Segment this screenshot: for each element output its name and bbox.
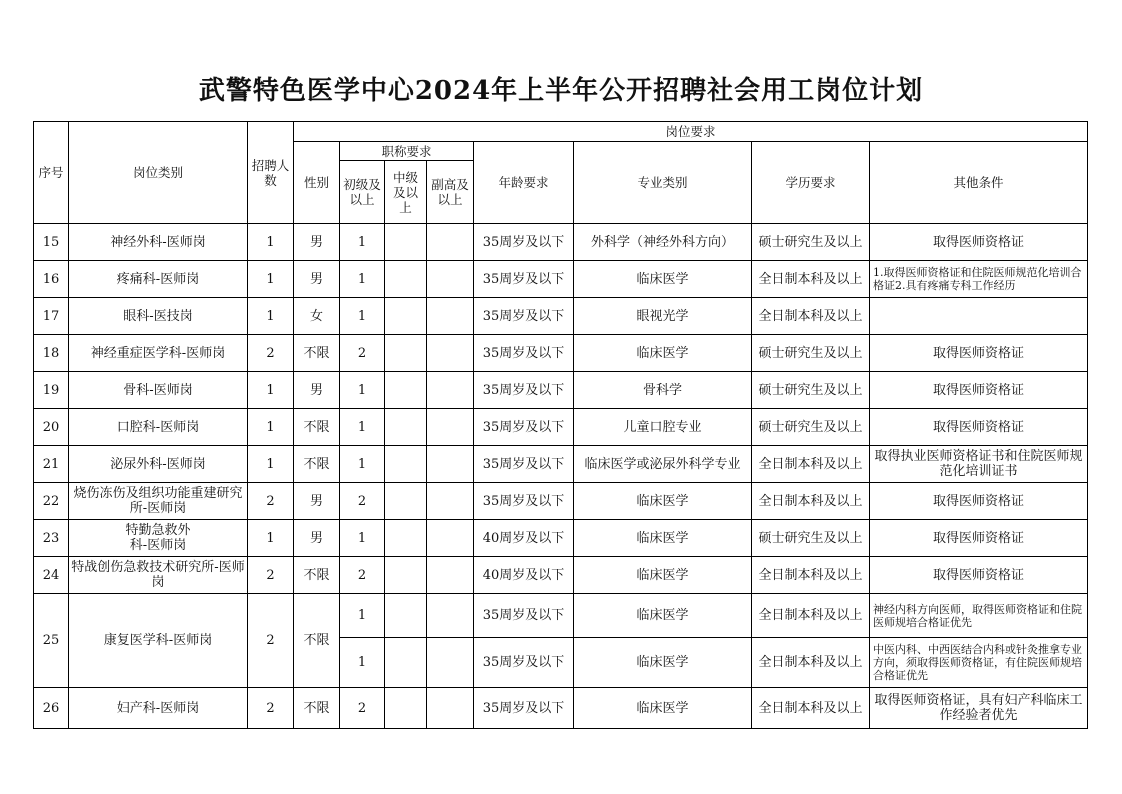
- cell-other: 神经内科方向医师，取得医师资格证和住院医师规培合格证优先: [870, 594, 1088, 638]
- table-row: [34, 409, 1088, 446]
- cell-seq: 22: [34, 483, 69, 520]
- cell-age: 35周岁及以下: [474, 446, 574, 483]
- cell-other: 中医内科、中西医结合内科或针灸推拿专业方向，须取得医师资格证，有住院医师规培合格证优先: [870, 638, 1088, 688]
- header-senior: 副高及以上: [427, 161, 474, 224]
- cell-category: 神经重症医学科-医师岗: [69, 335, 248, 372]
- cell-count: 2: [248, 688, 294, 729]
- cell-category: 妇产科-医师岗: [69, 688, 248, 729]
- cell-category: 特战创伤急救技术研究所-医师岗: [69, 557, 248, 594]
- cell-junior: 2: [340, 557, 385, 594]
- cell-education: 全日制本科及以上: [752, 557, 870, 594]
- cell-middle: [385, 446, 427, 483]
- header-other: 其他条件: [870, 142, 1088, 224]
- cell-category: 骨科-医师岗: [69, 372, 248, 409]
- cell-education: 硕士研究生及以上: [752, 520, 870, 557]
- cell-senior: [427, 483, 474, 520]
- cell-education: 全日制本科及以上: [752, 688, 870, 729]
- cell-junior: 1: [340, 594, 385, 638]
- cell-gender: 男: [294, 224, 340, 261]
- cell-other: 取得医师资格证: [870, 224, 1088, 261]
- table-row: [34, 335, 1088, 372]
- table-row: [34, 594, 1088, 638]
- cell-other: 取得医师资格证: [870, 520, 1088, 557]
- cell-age: 35周岁及以下: [474, 335, 574, 372]
- cell-age: 35周岁及以下: [474, 261, 574, 298]
- cell-major: 临床医学: [574, 594, 752, 638]
- cell-junior: 2: [340, 335, 385, 372]
- cell-major: 临床医学: [574, 335, 752, 372]
- cell-education: 硕士研究生及以上: [752, 372, 870, 409]
- cell-other: 取得医师资格证: [870, 372, 1088, 409]
- cell-seq: 26: [34, 688, 69, 729]
- cell-senior: [427, 688, 474, 729]
- cell-middle: [385, 520, 427, 557]
- cell-senior: [427, 409, 474, 446]
- cell-gender: 不限: [294, 594, 340, 688]
- cell-gender: 不限: [294, 446, 340, 483]
- cell-junior: 1: [340, 224, 385, 261]
- cell-age: 35周岁及以下: [474, 224, 574, 261]
- table-row: [34, 298, 1088, 335]
- cell-count: 1: [248, 261, 294, 298]
- cell-middle: [385, 261, 427, 298]
- cell-gender: 男: [294, 483, 340, 520]
- cell-middle: [385, 594, 427, 638]
- cell-other: 取得医师资格证，具有妇产科临床工作经验者优先: [870, 688, 1088, 729]
- cell-middle: [385, 372, 427, 409]
- cell-education: 全日制本科及以上: [752, 483, 870, 520]
- cell-senior: [427, 638, 474, 688]
- cell-junior: 1: [340, 409, 385, 446]
- cell-age: 35周岁及以下: [474, 638, 574, 688]
- cell-education: 硕士研究生及以上: [752, 224, 870, 261]
- cell-major: 临床医学: [574, 557, 752, 594]
- cell-count: 2: [248, 483, 294, 520]
- cell-other: 取得医师资格证: [870, 557, 1088, 594]
- cell-count: 2: [248, 335, 294, 372]
- cell-senior: [427, 557, 474, 594]
- cell-count: 1: [248, 224, 294, 261]
- header-seq: 序号: [34, 122, 69, 224]
- cell-education: 全日制本科及以上: [752, 638, 870, 688]
- cell-age: 35周岁及以下: [474, 298, 574, 335]
- cell-category: 疼痛科-医师岗: [69, 261, 248, 298]
- header-junior: 初级及以上: [340, 161, 385, 224]
- cell-gender: 不限: [294, 557, 340, 594]
- cell-major: 外科学（神经外科方向）: [574, 224, 752, 261]
- cell-category: 口腔科-医师岗: [69, 409, 248, 446]
- table-row: [34, 372, 1088, 409]
- cell-count: 1: [248, 520, 294, 557]
- cell-education: 硕士研究生及以上: [752, 335, 870, 372]
- cell-junior: 1: [340, 261, 385, 298]
- cell-seq: 19: [34, 372, 69, 409]
- cell-middle: [385, 298, 427, 335]
- header-education: 学历要求: [752, 142, 870, 224]
- header-age: 年龄要求: [474, 142, 574, 224]
- header-title-req: 职称要求: [340, 142, 474, 161]
- cell-seq: 17: [34, 298, 69, 335]
- cell-seq: 24: [34, 557, 69, 594]
- cell-gender: 不限: [294, 688, 340, 729]
- cell-middle: [385, 483, 427, 520]
- cell-age: 40周岁及以下: [474, 520, 574, 557]
- cell-gender: 女: [294, 298, 340, 335]
- cell-junior: 1: [340, 372, 385, 409]
- cell-education: 全日制本科及以上: [752, 594, 870, 638]
- cell-age: 35周岁及以下: [474, 688, 574, 729]
- cell-education: 硕士研究生及以上: [752, 409, 870, 446]
- header-count: 招聘人数: [248, 122, 294, 224]
- cell-count: 2: [248, 557, 294, 594]
- cell-major: 临床医学: [574, 483, 752, 520]
- cell-gender: 男: [294, 261, 340, 298]
- cell-education: 全日制本科及以上: [752, 298, 870, 335]
- table-row: [34, 446, 1088, 483]
- cell-senior: [427, 446, 474, 483]
- cell-count: 1: [248, 298, 294, 335]
- cell-senior: [427, 261, 474, 298]
- cell-other: 取得执业医师资格证书和住院医师规范化培训证书: [870, 446, 1088, 483]
- cell-category: 康复医学科-医师岗: [69, 594, 248, 688]
- cell-seq: 23: [34, 520, 69, 557]
- cell-other: [870, 298, 1088, 335]
- cell-age: 35周岁及以下: [474, 483, 574, 520]
- table-row: [34, 520, 1088, 557]
- cell-seq: 15: [34, 224, 69, 261]
- cell-major: 临床医学: [574, 261, 752, 298]
- cell-age: 40周岁及以下: [474, 557, 574, 594]
- table-row: [34, 224, 1088, 261]
- cell-major: 眼视光学: [574, 298, 752, 335]
- cell-count: 2: [248, 594, 294, 688]
- cell-middle: [385, 638, 427, 688]
- cell-middle: [385, 335, 427, 372]
- cell-category: 烧伤冻伤及组织功能重建研究所-医师岗: [69, 483, 248, 520]
- cell-senior: [427, 520, 474, 557]
- document-title: 武警特色医学中心2024年上半年公开招聘社会用工岗位计划: [198, 76, 924, 106]
- cell-category: 泌尿外科-医师岗: [69, 446, 248, 483]
- cell-education: 全日制本科及以上: [752, 261, 870, 298]
- cell-other: 取得医师资格证: [870, 409, 1088, 446]
- cell-gender: 男: [294, 372, 340, 409]
- cell-gender: 不限: [294, 409, 340, 446]
- table-row: [34, 557, 1088, 594]
- cell-other: 取得医师资格证: [870, 483, 1088, 520]
- cell-count: 1: [248, 446, 294, 483]
- cell-other: 1.取得医师资格证和住院医师规范化培训合格证2.具有疼痛专科工作经历: [870, 261, 1088, 298]
- cell-senior: [427, 298, 474, 335]
- cell-major: 骨科学: [574, 372, 752, 409]
- cell-age: 35周岁及以下: [474, 594, 574, 638]
- cell-category: 神经外科-医师岗: [69, 224, 248, 261]
- cell-middle: [385, 557, 427, 594]
- cell-junior: 2: [340, 688, 385, 729]
- cell-seq: 18: [34, 335, 69, 372]
- table-row: [34, 261, 1088, 298]
- cell-age: 35周岁及以下: [474, 409, 574, 446]
- cell-seq: 21: [34, 446, 69, 483]
- cell-gender: 不限: [294, 335, 340, 372]
- header-category: 岗位类别: [69, 122, 248, 224]
- cell-junior: 1: [340, 298, 385, 335]
- table-row: [34, 688, 1088, 729]
- cell-count: 1: [248, 409, 294, 446]
- cell-gender: 男: [294, 520, 340, 557]
- cell-education: 全日制本科及以上: [752, 446, 870, 483]
- cell-senior: [427, 224, 474, 261]
- cell-junior: 1: [340, 638, 385, 688]
- cell-senior: [427, 594, 474, 638]
- cell-seq: 25: [34, 594, 69, 688]
- cell-category: 眼科-医技岗: [69, 298, 248, 335]
- cell-junior: 2: [340, 483, 385, 520]
- cell-junior: 1: [340, 520, 385, 557]
- cell-major: 临床医学: [574, 520, 752, 557]
- cell-major: 临床医学: [574, 638, 752, 688]
- cell-senior: [427, 335, 474, 372]
- header-requirements: 岗位要求: [294, 122, 1088, 142]
- cell-major: 儿童口腔专业: [574, 409, 752, 446]
- cell-seq: 20: [34, 409, 69, 446]
- cell-senior: [427, 372, 474, 409]
- cell-age: 35周岁及以下: [474, 372, 574, 409]
- cell-major: 临床医学或泌尿外科学专业: [574, 446, 752, 483]
- cell-middle: [385, 224, 427, 261]
- cell-middle: [385, 409, 427, 446]
- recruitment-table: [33, 121, 1088, 729]
- cell-count: 1: [248, 372, 294, 409]
- header-middle: 中级及以上: [385, 161, 427, 224]
- cell-middle: [385, 688, 427, 729]
- header-major: 专业类别: [574, 142, 752, 224]
- table-row: [34, 483, 1088, 520]
- cell-junior: 1: [340, 446, 385, 483]
- cell-category: 特勤急救外科-医师岗: [69, 520, 248, 557]
- header-gender: 性别: [294, 142, 340, 224]
- cell-other: 取得医师资格证: [870, 335, 1088, 372]
- cell-major: 临床医学: [574, 688, 752, 729]
- cell-seq: 16: [34, 261, 69, 298]
